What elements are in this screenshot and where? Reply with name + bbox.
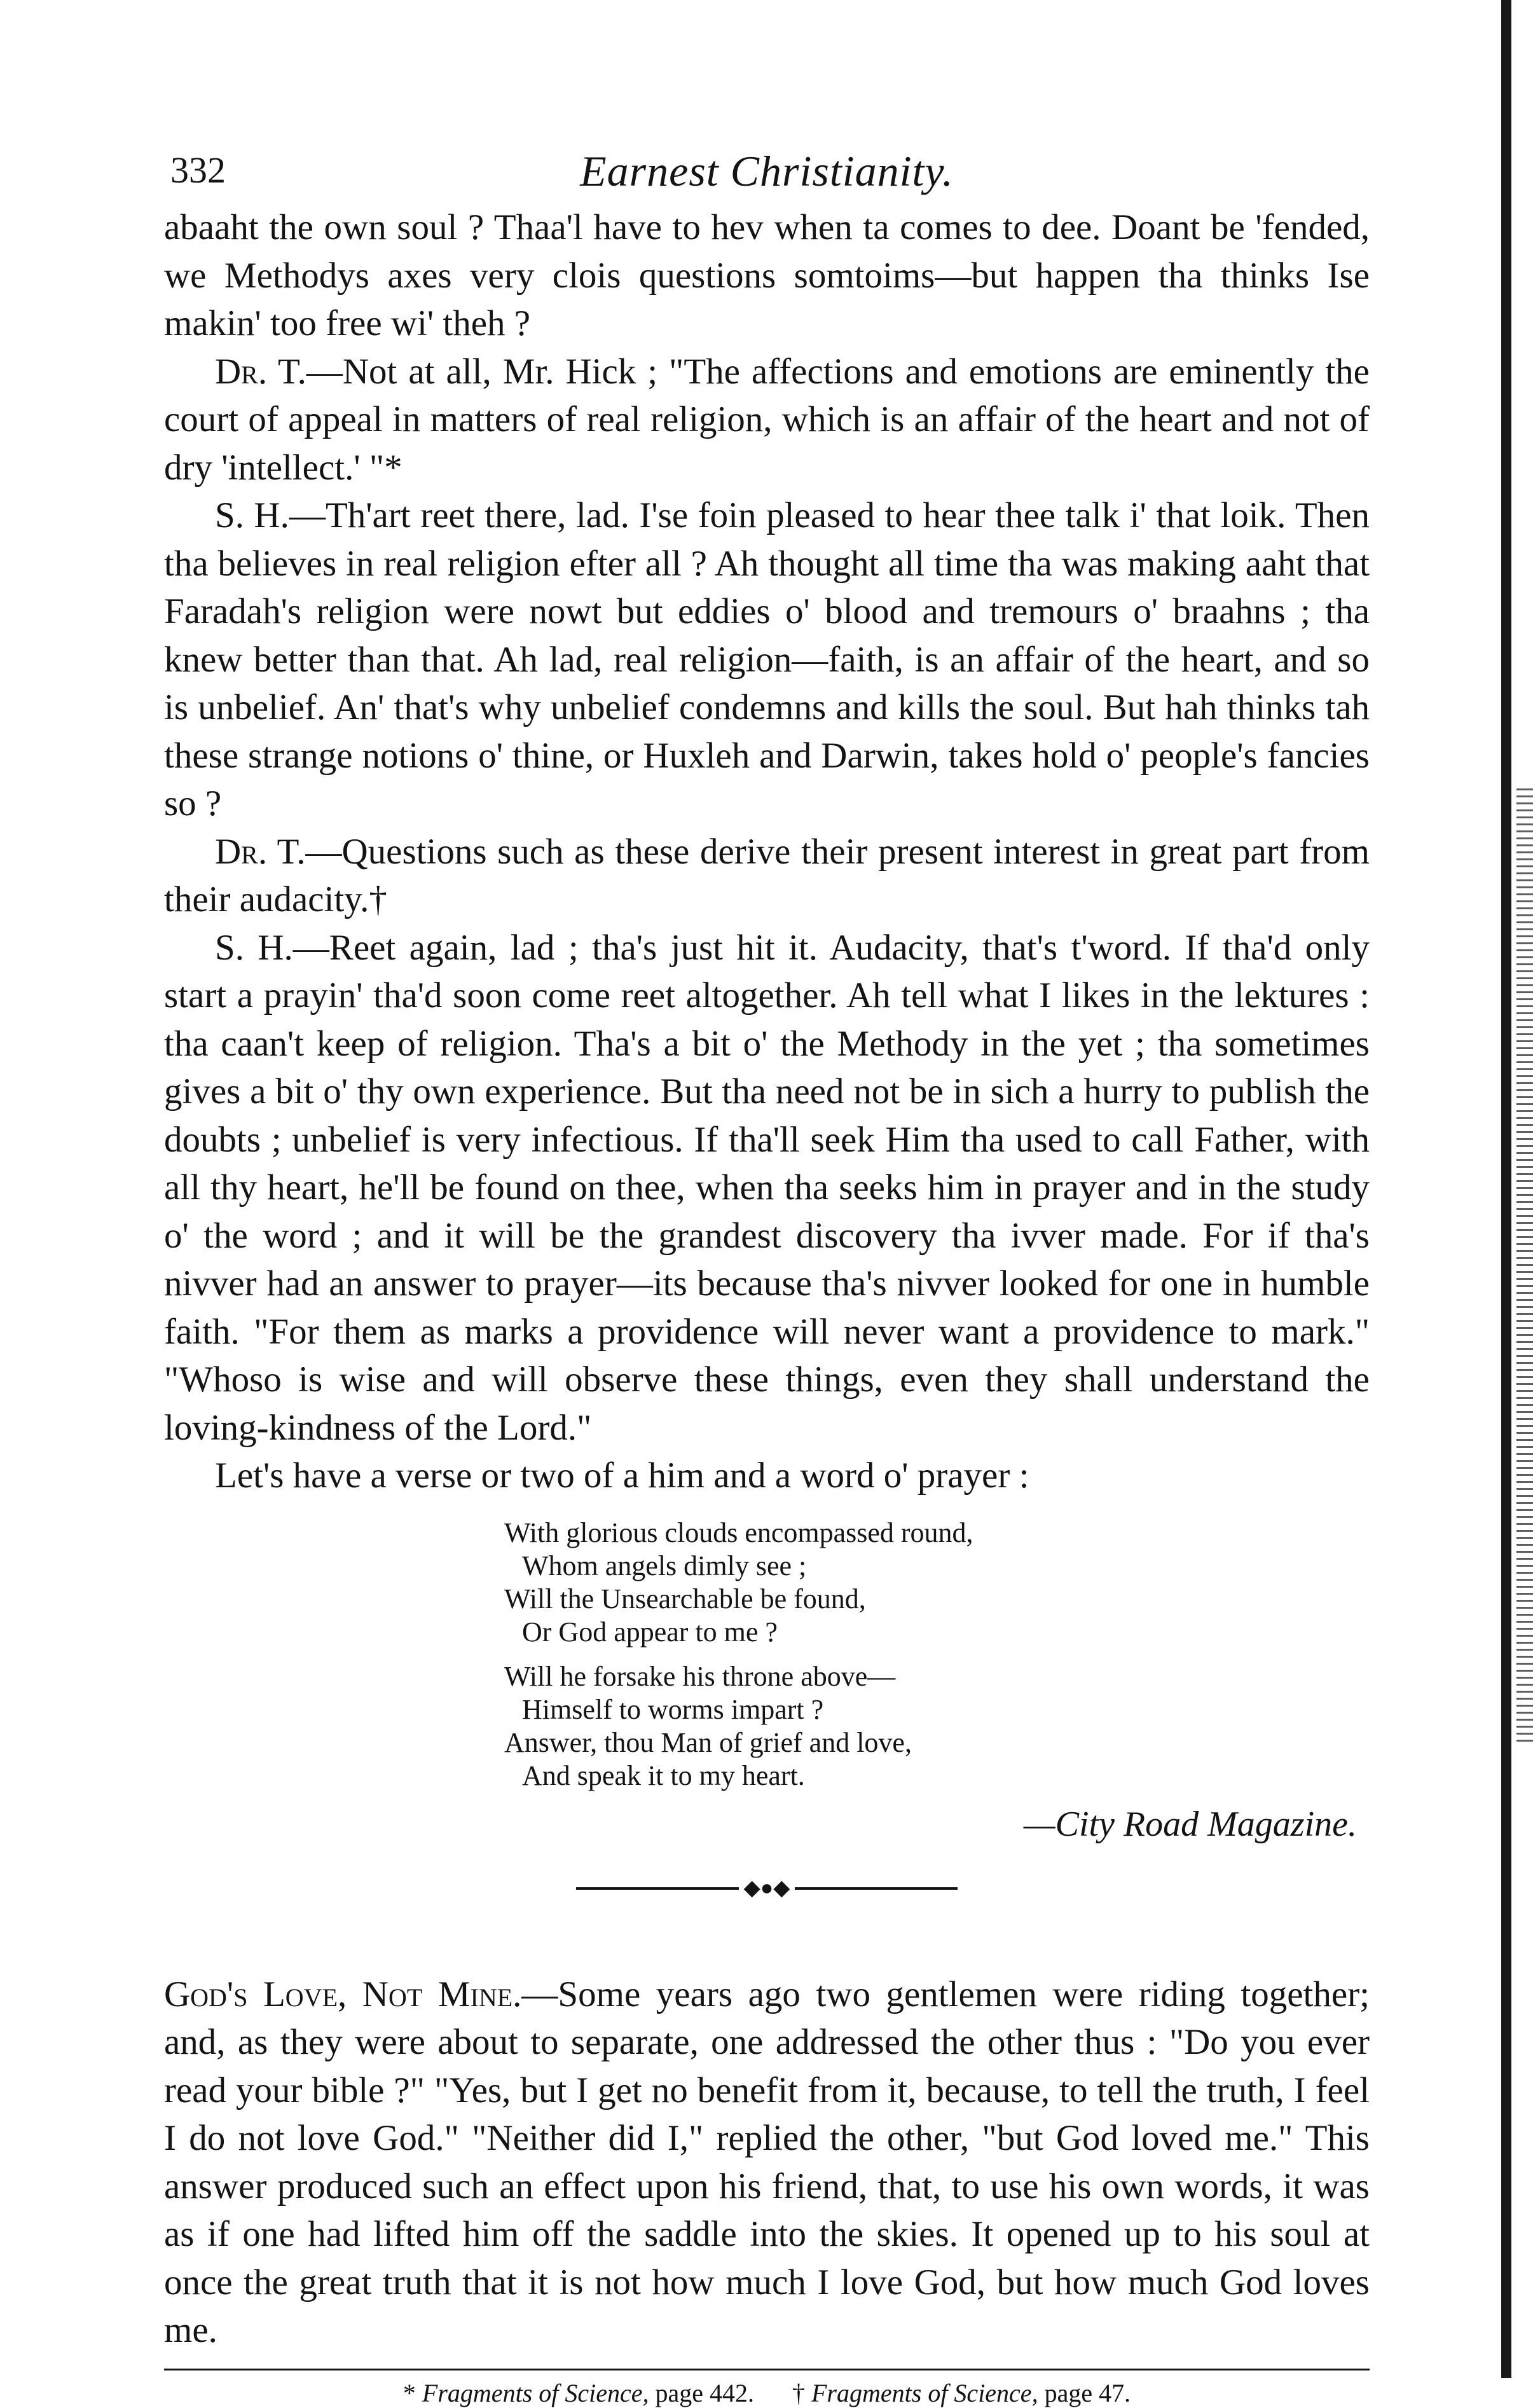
footnote [403, 2378, 754, 2408]
footnote-page: page 442. [655, 2378, 754, 2407]
footnote-mark: † [792, 2378, 805, 2407]
running-title: Earnest Christianity. [580, 147, 954, 195]
footnote-rule [164, 2369, 1370, 2370]
verse-line: Or God appear to me ? [522, 1616, 778, 1648]
paragraph [164, 828, 1370, 924]
running-head [164, 139, 1370, 202]
paragraph [164, 924, 1370, 1452]
paragraph-text: Let's have a verse or two of a him and a word o' prayer : [215, 1455, 1029, 1496]
divider-line [576, 1887, 739, 1890]
footnotes [164, 2378, 1370, 2408]
scan-margin-edge [1501, 0, 1511, 2378]
stanza [504, 1660, 1370, 1792]
paragraph-text: —Reet again, lad ; tha's just hit it. Audacity, that's t'word. If tha'd only start a prayin' tha'd soon come reet altogether. Ah tell what I likes in the lektures : tha caan't keep of religion. Tha's a bit o' the Methody in the yet ; tha sometimes gives a bit o' thy own experience. But tha need not be in sich a hurry to publish the doubts ; unbelief is very infectious. If tha'll seek Him tha used to call Father, with all thy heart, he'll be found on thee, when tha seeks him in prayer and in the study o' the word ; and it will be the grandest discovery tha ivver made. For if tha's nivver had an answer to prayer—its because tha's nivver looked for one in humble faith. "For them as marks a providence will never want a providence to mark." "Whoso is wise and will observe these things, even they shall understand the loving-kindness of the Lord." [164, 927, 1370, 1448]
footnote-source: Fragments of Science, [422, 2378, 649, 2407]
speaker: S. H. [215, 495, 289, 535]
footnote-mark: * [402, 2378, 416, 2407]
page-number: 332 [170, 149, 226, 191]
section-divider-ornament [576, 1876, 958, 1900]
paragraph [164, 348, 1370, 492]
verse-line: Whom angels dimly see ; [522, 1550, 807, 1581]
stanza [504, 1517, 1370, 1649]
footnote-page: page 47. [1044, 2378, 1131, 2407]
paragraph [164, 492, 1370, 828]
verse-line: Will the Unsearchable be found, [504, 1583, 866, 1614]
paragraph [164, 1452, 1370, 1500]
paragraph-text: —Th'art reet there, lad. I'se foin pleased to hear thee talk i' that loik. Then tha believes in real religion efter all ? Ah thought all time tha was making aaht that Faradah's religion were nowt but eddies o' blood and tremours o' braahns ; tha knew better than that. Ah lad, real religion—faith, is an affair of the heart, and so is unbelief. An' that's why unbelief condemns and kills the soul. But hah thinks tah these strange notions o' thine, or Huxleh and Darwin, takes hold o' people's fancies so ? [164, 495, 1370, 823]
hymn-attribution: —City Road Magazine. [1023, 1804, 1357, 1844]
spacer [164, 1898, 1370, 1971]
verse-line: With glorious clouds encompassed round, [504, 1517, 973, 1548]
paragraph-text: abaaht the own soul ? Thaa'l have to hev when ta comes to dee. Doant be 'fended, we Methodys axes very clois questions somtoims—but happen tha thinks Ise makin' too free wi' theh ? [164, 207, 1370, 343]
ornament-icon: ◆●◆ [743, 1876, 790, 1900]
scan-margin-texture [1516, 788, 1533, 1742]
verse-line: And speak it to my heart. [522, 1759, 805, 1791]
footnote-source: Fragments of Science, [811, 2378, 1038, 2407]
paragraph-text: —Not at all, Mr. Hick ; "The affections and emotions are eminently the court of appeal in matters of real religion, which is an affair of the heart and not of dry 'intellect.' "* [164, 351, 1370, 488]
paragraph-text: —Questions such as these derive their present interest in great part from their audacity.† [164, 831, 1370, 919]
article-paragraph [164, 1971, 1370, 2355]
book-page [164, 139, 1370, 2408]
article-title: God's Love, Not Mine. [164, 1974, 522, 2014]
speaker: Dr. T. [215, 351, 306, 392]
speaker: Dr. T. [215, 831, 306, 872]
verse-line: Himself to worms impart ? [522, 1693, 824, 1725]
paragraph [164, 203, 1370, 348]
article-text: —Some years ago two gentlemen were riding together; and, as they were about to separate, one addressed the other thus : "Do you ever read your bible ?" "Yes, but I get no benefit from it, because, to tell the truth, I feel I do not love God." "Neither did I," replied the other, "but God loved me." This answer produced such an effect upon his friend, that, to use his own words, it was as if one had lifted him off the saddle into the skies. It opened up to his soul at once the great truth that it is not how much I love God, but how much God loves me. [164, 1974, 1370, 2350]
verse-line: Will he forsake his throne above— [504, 1660, 896, 1692]
hymn-verse [504, 1517, 1370, 1792]
speaker: S. H. [215, 927, 293, 968]
dialogue [164, 203, 1370, 1500]
footnote [792, 2378, 1131, 2408]
verse-line: Answer, thou Man of grief and love, [504, 1726, 912, 1758]
divider-line [795, 1887, 958, 1890]
